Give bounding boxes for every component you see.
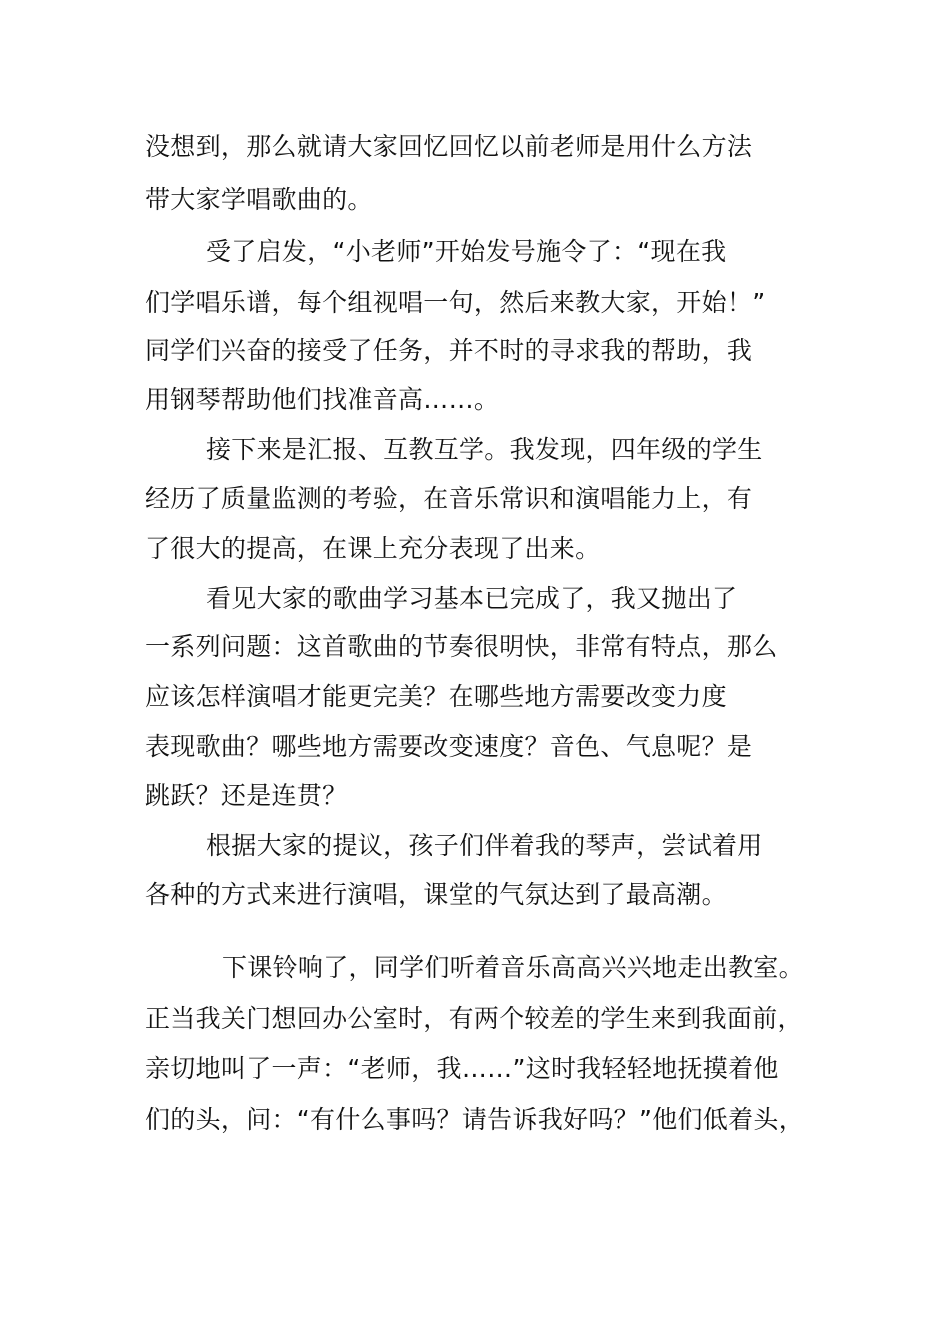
text-line: 表现歌曲？哪些地方需要改变速度？音色、气息呢？是 (145, 732, 753, 761)
text-line: 们的头，问：“有什么事吗？请告诉我好吗？”他们低着头， (145, 1105, 805, 1134)
text-line: 们学唱乐谱，每个组视唱一句，然后来教大家，开始！” (145, 288, 766, 317)
text-line: 接下来是汇报、互教互学。我发现，四年级的学生 (206, 435, 763, 464)
text-line: 看见大家的歌曲学习基本已完成了，我又抛出了 (206, 584, 738, 613)
text-line: 带大家学唱歌曲的。 (145, 185, 373, 214)
text-line: 各种的方式来进行演唱，课堂的气氛达到了最高潮。 (145, 880, 727, 909)
text-line: 正当我关门想回办公室时，有两个较差的学生来到我面前， (145, 1004, 803, 1033)
text-line: 经历了质量监测的考验，在音乐常识和演唱能力上，有 (145, 484, 753, 513)
text-line: 了很大的提高，在课上充分表现了出来。 (145, 534, 601, 563)
text-line: 没想到，那么就请大家回忆回忆以前老师是用什么方法 (145, 132, 753, 161)
text-line: 下课铃响了，同学们听着音乐高高兴兴地走出教室。 (222, 953, 804, 982)
text-line: 跳跃？还是连贯？ (145, 781, 348, 810)
text-line: 同学们兴奋的接受了任务，并不时的寻求我的帮助，我 (145, 336, 753, 365)
text-line: 应该怎样演唱才能更完美？在哪些地方需要改变力度 (145, 682, 727, 711)
text-line: 一系列问题：这首歌曲的节奏很明快，非常有特点，那么 (145, 632, 778, 661)
text-line: 亲切地叫了一声：“老师，我……”这时我轻轻地抚摸着他 (145, 1054, 779, 1083)
text-line: 用钢琴帮助他们找准音高……。 (145, 385, 500, 414)
text-line: 受了启发，“小老师”开始发号施令了：“现在我 (206, 237, 727, 266)
text-line: 根据大家的提议，孩子们伴着我的琴声，尝试着用 (206, 831, 763, 860)
